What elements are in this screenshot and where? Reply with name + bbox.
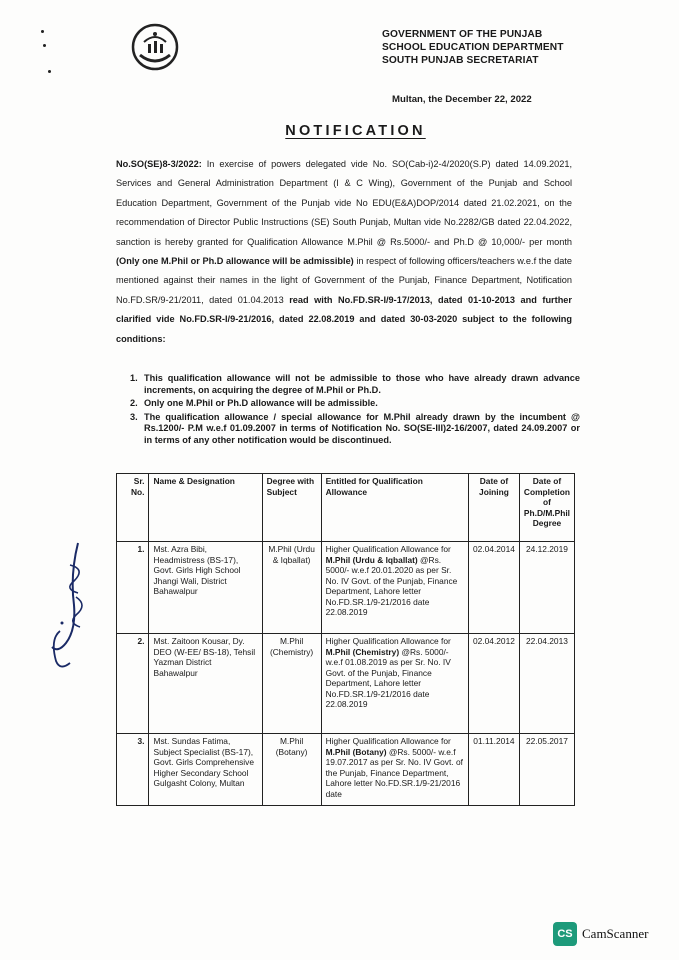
condition-number: 2.	[130, 398, 138, 409]
header-line-3: SOUTH PUNJAB SECRETARIAT	[382, 55, 539, 66]
row-date-joining: 02.04.2014	[468, 542, 519, 634]
title-text: NOTIFICATION	[285, 123, 426, 139]
body-text-1: In exercise of powers delegated vide No. SO(Cab-i)2-4/2020(S.P) dated 14.09.2021, Services and General Administration Department (I & C Wing), Government of the Punjab and School Education Department, Government of the Punjab vide No EDU(E&A)DOP/2014 dated 21.02.2021, on the recommendation of Director Public Instructions (SE) South Punjab, Multan vide No.2282/GB dated 22.04.2022, sanction is hereby granted for Qualification Allowance M.Phil @ Rs.5000/- and Ph.D @ 10,000/- per month	[116, 159, 572, 247]
row-name: Mst. Sundas Fatima, Subject Specialist (BS-17), Govt. Girls Comprehensive Higher Secondary School Gulgasht Colony, Multan	[149, 734, 262, 806]
allowance-table	[116, 473, 575, 806]
body-text-2: in respect of following officers/teachers w.e.f the date mentioned against their names in the light of Government of the Punjab, Finance Department, Notification No.FD.SR/9-21/2011, dated 01.04.2013	[116, 256, 572, 305]
entitled-bold: M.Phil (Urdu & Iqballat)	[325, 554, 418, 565]
notification-date: Multan, the December 22, 2022	[392, 94, 532, 105]
header-date-completion: Date of Completion of Ph.D/M.Phil Degree	[519, 474, 574, 542]
row-date-completion: 24.12.2019	[519, 542, 574, 634]
condition-item	[130, 398, 580, 410]
row-degree: M.Phil (Urdu & Iqballat)	[262, 542, 321, 634]
row-degree: M.Phil (Chemistry)	[262, 634, 321, 734]
row-entitled	[321, 542, 468, 634]
table-row	[117, 634, 575, 734]
entitled-pre: Higher Qualification Allowance for	[325, 736, 451, 746]
department-header	[382, 28, 622, 67]
conditions-list	[130, 373, 580, 449]
condition-text: Only one M.Phil or Ph.D allowance will be admissible.	[144, 398, 378, 409]
row-entitled	[321, 634, 468, 734]
header-line-2: SCHOOL EDUCATION DEPARTMENT	[382, 42, 564, 53]
condition-number: 1.	[130, 373, 138, 383]
row-sr: 2.	[117, 634, 149, 734]
row-name: Mst. Azra Bibi, Headmistress (BS-17), Govt. Girls High School Jhangi Wali, District Bahawalpur	[149, 542, 262, 634]
header-name: Name & Designation	[149, 474, 262, 542]
signature-icon	[30, 535, 100, 675]
entitled-pre: Higher Qualification Allowance for	[325, 544, 451, 554]
condition-text: This qualification allowance will not be admissible to those who have already drawn advance increments, on acquiring the degree of M.Phil or Ph.D.	[144, 373, 580, 395]
entitled-post: @Rs. 5000/- w.e.f 01.08.2019 as per Sr. No. IV Govt. of the Punjab, Finance Department, Lahore letter No.FD.SR.1/9-21/2016 date 22.08.2019	[325, 646, 451, 709]
row-date-joining: 02.04.2012	[468, 634, 519, 734]
row-date-joining: 01.11.2014	[468, 734, 519, 806]
header-sr: Sr. No.	[117, 474, 149, 542]
page-title	[0, 123, 679, 139]
entitled-pre: Higher Qualification Allowance for	[325, 636, 451, 646]
reference-number: No.SO(SE)8-3/2022:	[116, 159, 202, 169]
row-sr: 1.	[117, 542, 149, 634]
header-entitled: Entitled for Qualification Allowance	[321, 474, 468, 542]
condition-number: 3.	[130, 411, 138, 422]
entitled-bold: M.Phil (Chemistry)	[325, 646, 400, 657]
camscanner-icon: CS	[553, 922, 577, 946]
camscanner-label: CamScanner	[582, 926, 649, 941]
header-line-1: GOVERNMENT OF THE PUNJAB	[382, 29, 543, 40]
row-sr: 3.	[117, 734, 149, 806]
entitled-bold: M.Phil (Botany)	[325, 746, 387, 757]
punjab-emblem-icon	[130, 22, 180, 72]
camscanner-watermark	[553, 922, 648, 946]
row-entitled	[321, 734, 468, 806]
entitled-post: @Rs. 5000/- w.e.f 20.01.2020 as per Sr. No. IV Govt. of the Punjab, Finance Department, Lahore letter No.FD.SR.1/9-21/2016 date 22.08.2019	[325, 554, 458, 617]
table-row	[117, 542, 575, 634]
header-degree: Degree with Subject	[262, 474, 321, 542]
table-header-row	[117, 474, 575, 542]
header-date-joining: Date of Joining	[468, 474, 519, 542]
condition-item	[130, 412, 580, 447]
entitled-post: @Rs. 5000/- w.e.f 19.07.2017 as per Sr. No. IV Govt. of the Punjab, Finance Department, Lahore letter No.FD.SR.1/9-21/2016 date	[325, 746, 463, 799]
notification-body	[116, 155, 572, 349]
row-date-completion: 22.04.2013	[519, 634, 574, 734]
body-bold-clause: (Only one M.Phil or Ph.D allowance will be admissible)	[116, 256, 354, 267]
row-name: Mst. Zaitoon Kousar, Dy. DEO (W-EE/ BS-18), Tehsil Yazman District Bahawalpur	[149, 634, 262, 734]
table-row	[117, 734, 575, 806]
row-date-completion: 22.05.2017	[519, 734, 574, 806]
condition-text: The qualification allowance / special allowance for M.Phil already drawn by the incumbent @ Rs.1200/- P.M w.e.f 01.09.2007 in terms of Notification No. SO(SE-III)2-16/2007, dated 24.09.2007 or in terms of any other notification would be discontinued.	[144, 411, 580, 445]
row-degree: M.Phil (Botany)	[262, 734, 321, 806]
body-bold-tail: read with No.FD.SR-I/9-17/2013, dated 01-10-2013 and further clarified vide No.FD.SR-I/9-21/2016, dated 22.08.2019 and dated 30-03-2020 subject to the following conditions:	[116, 294, 572, 344]
condition-item	[130, 373, 580, 396]
